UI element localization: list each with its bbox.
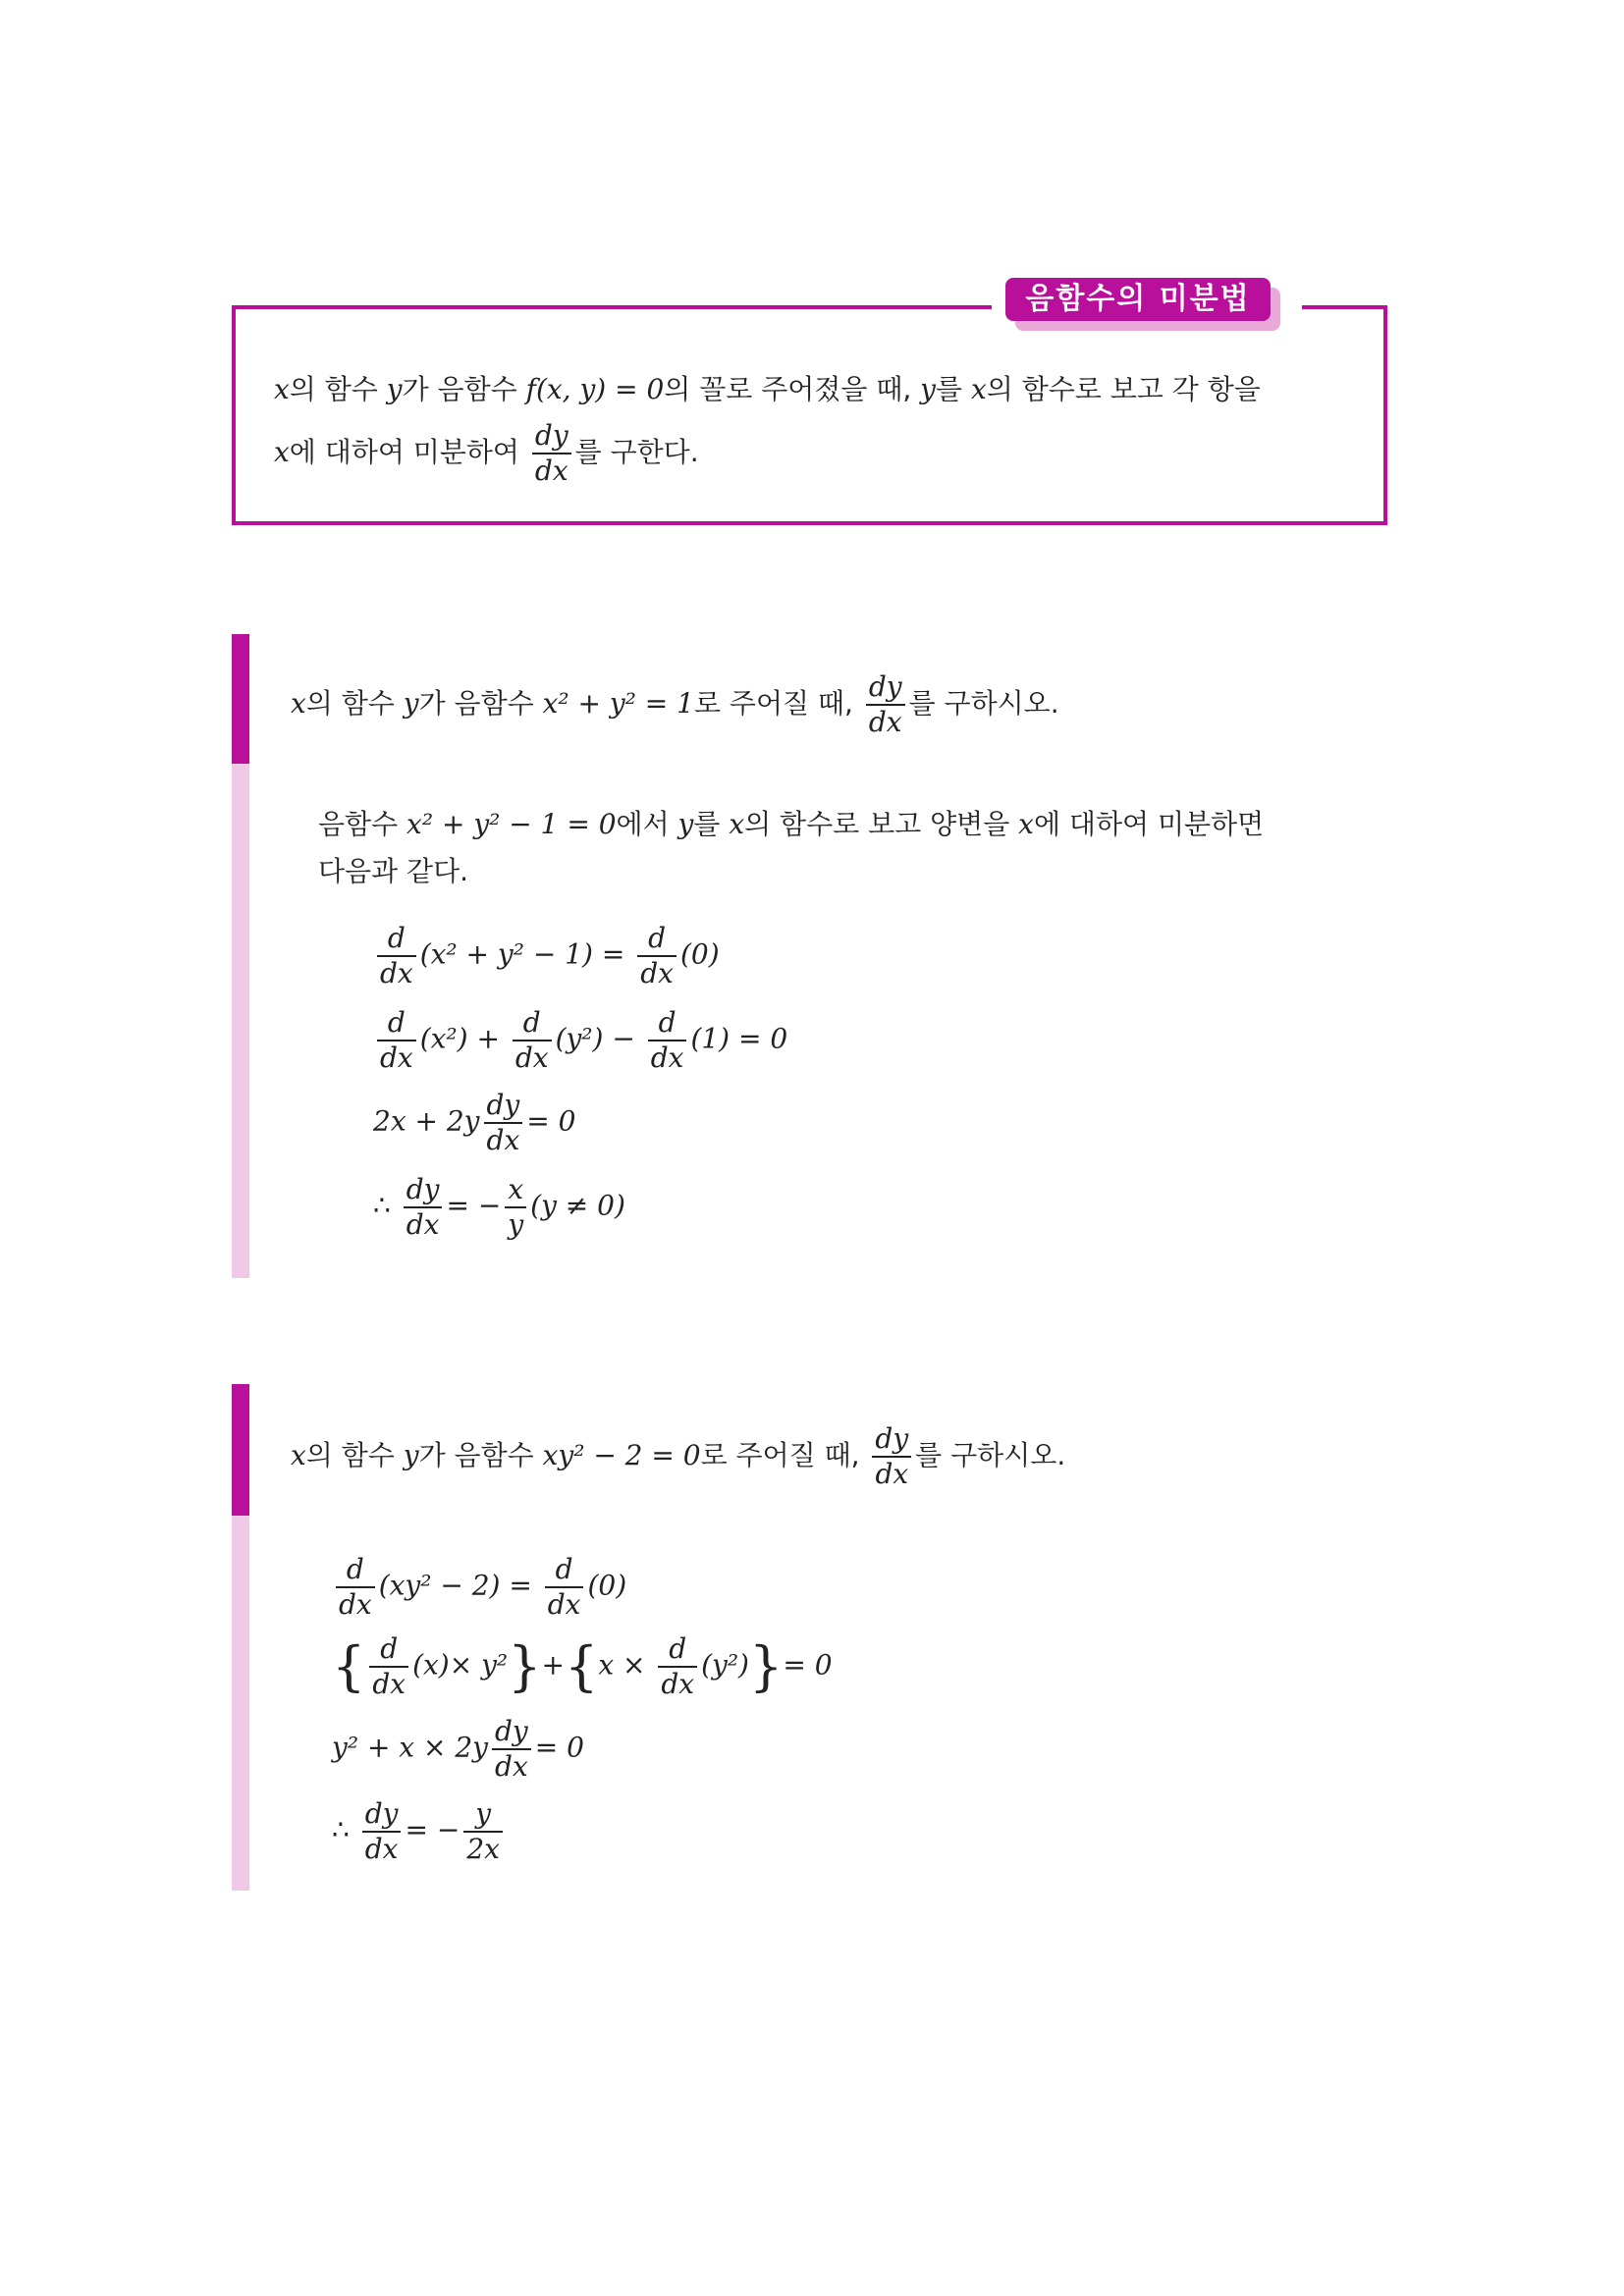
left-brace: {: [564, 1635, 599, 1697]
var-x: x: [274, 373, 290, 405]
text: 로 주어질 때,: [693, 687, 862, 720]
equation: x² + y² − 1 = 0: [406, 808, 617, 840]
text: 를 구한다.: [574, 436, 699, 468]
expression: (y²) −: [555, 1022, 644, 1055]
equation: f(x, y) = 0: [525, 373, 665, 405]
expression: +: [541, 1648, 565, 1682]
example2-question: [291, 1422, 1066, 1490]
fraction-d-dx: $\frac{d}{dx}$: [648, 1009, 687, 1072]
fraction-dy-dx: $\frac{dy}{dx}$: [362, 1800, 402, 1863]
left-brace: {: [332, 1635, 366, 1697]
expression: y² + x × 2y: [332, 1731, 488, 1764]
text: 가 음함수: [418, 1439, 543, 1471]
var-y: y: [403, 687, 419, 720]
text: 의 꼴로 주어졌을 때,: [664, 373, 921, 405]
expression: (y ≠ 0): [530, 1189, 625, 1222]
text: 에서: [616, 808, 678, 840]
expression: (x)× y²: [412, 1648, 509, 1682]
var-x: x: [291, 687, 306, 720]
expression: x ×: [598, 1648, 655, 1682]
var-x: x: [970, 373, 987, 405]
text: 로 주어질 때,: [700, 1439, 869, 1471]
var-x: x: [729, 808, 745, 840]
example1-step-1: [373, 922, 720, 989]
text: 의 함수로 보고 양변을: [744, 808, 1019, 840]
var-y: y: [920, 373, 936, 405]
expression: = 0: [783, 1648, 833, 1682]
text: 의 함수: [305, 687, 404, 720]
text: 를 구하시오.: [915, 1439, 1066, 1471]
fraction-dy-dx: $\frac{dy}{dx}$: [492, 1718, 531, 1781]
therefore-symbol: ∴: [373, 1189, 391, 1222]
fraction-y-2x: $\frac{y}{2x}$: [463, 1800, 503, 1863]
example2-step-3: [332, 1715, 584, 1783]
fraction-d-dx: $\frac{d}{dx}$: [369, 1635, 408, 1698]
var-x: x: [291, 1439, 306, 1471]
example1-step-3: [373, 1089, 576, 1156]
fraction-dy-dx: $\frac{dy}{dx}$: [404, 1176, 443, 1239]
example2-solution-bar: [232, 1516, 249, 1891]
fraction-dy-dx: $\frac{dy}{dx}$: [866, 673, 905, 736]
fraction-d-dx: $\frac{d}{dx}$: [545, 1556, 584, 1619]
text: 에 대하여 미분하면: [1033, 808, 1265, 840]
text: 를 구하시오.: [908, 687, 1059, 720]
fraction-dy-dx: $\frac{dy}{dx}$: [484, 1092, 523, 1154]
fraction-d-dx: $\frac{d}{dx}$: [637, 925, 677, 988]
fraction-d-dx: $\frac{d}{dx}$: [377, 925, 416, 988]
var-y: y: [677, 808, 694, 840]
text: 의 함수: [305, 1439, 404, 1471]
expression: (0): [679, 937, 720, 971]
text: 음함수: [318, 808, 407, 840]
example1-solution-bar: [232, 764, 249, 1278]
expression: 2x + 2y: [373, 1104, 480, 1138]
example1-question: [291, 670, 1059, 738]
fraction-d-dx: $\frac{d}{dx}$: [377, 1009, 416, 1072]
fraction-x-y: $\frac{x}{y}$: [505, 1176, 526, 1239]
expression: (xy² − 2) =: [378, 1569, 541, 1602]
expression: (1) = 0: [690, 1022, 788, 1055]
definition-tab: [1005, 278, 1282, 331]
var-y: y: [386, 373, 403, 405]
right-brace: }: [508, 1635, 542, 1697]
expression: (0): [587, 1569, 627, 1602]
text: 의 함수로 보고 각 항을: [986, 373, 1261, 405]
example1-step-4: [373, 1173, 625, 1241]
expression: (x² + y² − 1) =: [419, 937, 634, 971]
example2-question-bar: [232, 1384, 249, 1516]
fraction-dy-dx: $\frac{dy}{dx}$: [872, 1425, 911, 1488]
expression: = 0: [534, 1731, 584, 1764]
fraction-d-dx: $\frac{d}{dx}$: [513, 1009, 552, 1072]
text: 에 대하여 미분하여: [289, 436, 528, 468]
definition-title: 음함수의 미분법: [1005, 278, 1271, 321]
expression: (y²): [701, 1648, 749, 1682]
text: 를: [693, 808, 730, 840]
var-x: x: [274, 436, 290, 468]
expression: = 0: [526, 1104, 576, 1138]
equation: x² + y² = 1: [542, 687, 694, 720]
example1-question-bar: [232, 634, 249, 764]
right-brace: }: [748, 1635, 784, 1697]
text: 가 음함수: [418, 687, 543, 720]
definition-line-2: [274, 419, 699, 487]
var-y: y: [403, 1439, 419, 1471]
expression: = −: [405, 1813, 460, 1846]
text: 의 함수: [289, 373, 387, 405]
example1-step-2: [373, 1006, 788, 1074]
therefore-symbol: ∴: [332, 1813, 350, 1846]
text: 를: [936, 373, 971, 405]
definition-box: [232, 305, 1387, 525]
example2-step-1: [332, 1553, 627, 1621]
text: 가 음함수: [402, 373, 526, 405]
expression: = −: [446, 1189, 502, 1222]
expression: (x²) +: [419, 1022, 509, 1055]
equation: xy² − 2 = 0: [542, 1439, 701, 1471]
fraction-d-dx: $\frac{d}{dx}$: [336, 1556, 375, 1619]
fraction-dy-dx: $\frac{dy}{dx}$: [532, 422, 571, 485]
example2-step-2: [332, 1632, 833, 1700]
definition-line-1: [274, 373, 1261, 405]
var-x: x: [1018, 808, 1034, 840]
example2-step-4: [332, 1797, 507, 1865]
example1-solution-line-2: 다음과 같다.: [318, 855, 469, 887]
fraction-d-dx: $\frac{d}{dx}$: [658, 1635, 697, 1698]
example1-solution-line-1: [318, 808, 1265, 840]
